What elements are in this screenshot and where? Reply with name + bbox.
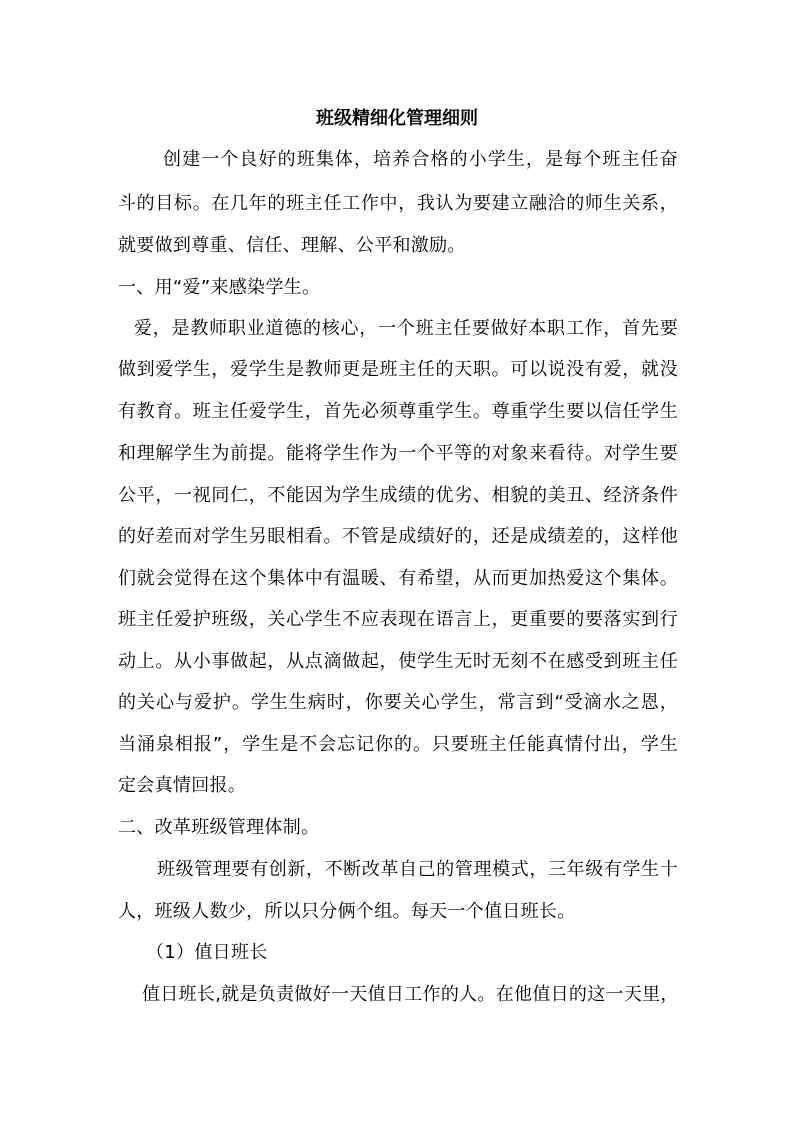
section-heading: 二、改革班级管理体制。 xyxy=(118,817,320,838)
section-heading: 一、用“爱”来感染学生。 xyxy=(118,277,321,298)
paragraph-line: 当涌泉相报”，学生是不会忘记你的。只要班主任能真情付出，学生 xyxy=(118,734,678,755)
document-title: 班级精细化管理细则 xyxy=(316,108,478,129)
paragraph-line: 班主任爱护班级，关心学生不应表现在语言上，更重要的要落实到行 xyxy=(118,609,678,630)
paragraph-line: 值日班长,就是负责做好一天值日工作的人。在他值日的这一天里， xyxy=(142,984,679,1005)
paragraph-line: 创建一个良好的班集体，培养合格的小学生，是每个班主任奋 xyxy=(163,149,678,170)
paragraph-line: 人，班级人数少，所以只分俩个组。每天一个值日班长。 xyxy=(118,901,576,922)
paragraph-line: 有教育。班主任爱学生，首先必须尊重学生。尊重学生要以信任学生 xyxy=(118,401,678,422)
paragraph-line: 爱，是教师职业道德的核心，一个班主任要做好本职工作，首先要 xyxy=(134,318,678,339)
paragraph-line: 和理解学生为前提。能将学生作为一个平等的对象来看待。对学生要 xyxy=(118,443,678,464)
paragraph-line: 就要做到尊重、信任、理解、公平和激励。 xyxy=(118,235,466,256)
subsection-heading: （1）值日班长 xyxy=(146,942,268,963)
paragraph-line: 公平，一视同仁，不能因为学生成绩的优劣、相貌的美丑、经济条件 xyxy=(118,485,678,506)
paragraph-line: 做到爱学生，爱学生是教师更是班主任的天职。可以说没有爱，就没 xyxy=(118,359,678,380)
paragraph-line: 班级管理要有创新，不断改革自己的管理模式，三年级有学生十 xyxy=(157,859,678,880)
paragraph-line: 动上。从小事做起，从点滴做起，使学生无时无刻不在感受到班主任 xyxy=(118,651,678,672)
paragraph-line: 们就会觉得在这个集体中有温暖、有希望，从而更加热爱这个集体。 xyxy=(118,568,678,589)
paragraph-line: 定会真情回报。 xyxy=(118,775,247,796)
paragraph-line: 斗的目标。在几年的班主任工作中，我认为要建立融洽的师生关系， xyxy=(118,193,678,214)
paragraph-line: 的好差而对学生另眼相看。不管是成绩好的，还是成绩差的，这样他 xyxy=(118,526,678,547)
paragraph-line: 的关心与爱护。学生生病时，你要关心学生，常言到“受滴水之恩， xyxy=(118,692,678,713)
